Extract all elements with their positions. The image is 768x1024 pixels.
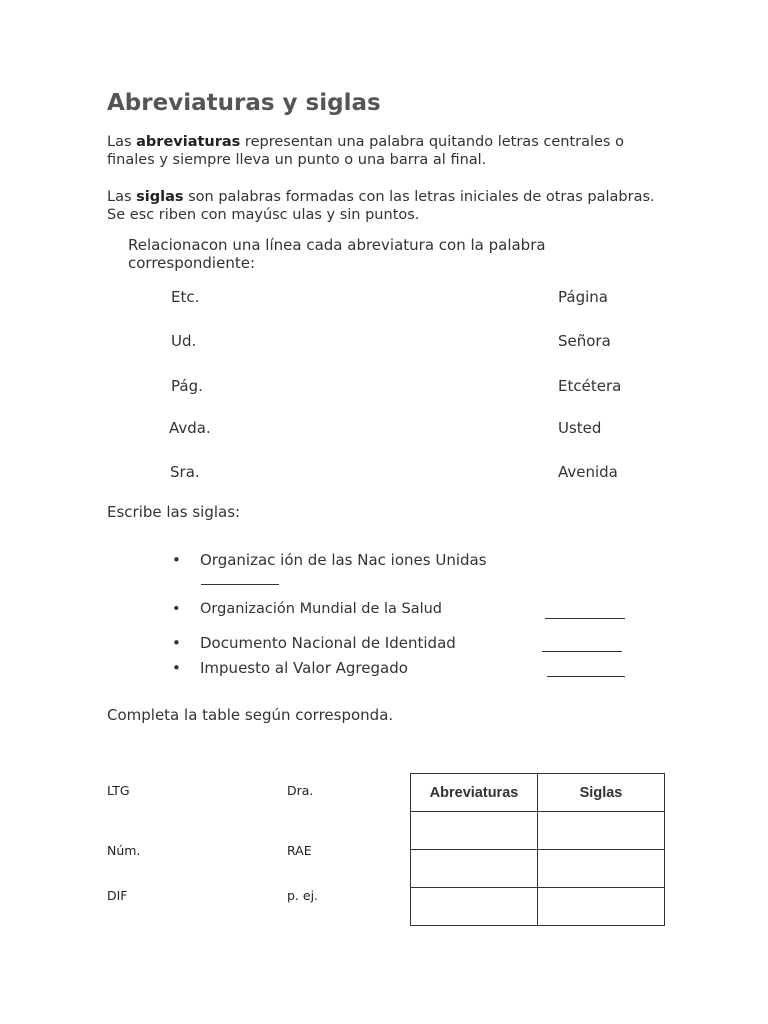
table-cell[interactable] [538,812,665,850]
abbreviation-definition: Las abreviaturas representan una palabra quitando letras centrales o finales y siempre lleva un punto o una barra al final. [107,134,624,168]
answer-blank[interactable] [542,651,622,652]
term-item: p. ej. [287,888,319,903]
match-right-item: Página [558,288,608,306]
classification-table [410,773,665,926]
table-cell[interactable] [411,850,538,888]
table-instruction: Completa la table según corresponda. [107,706,394,724]
match-right-item: Señora [558,332,611,350]
table-header-abreviaturas: Abreviaturas [411,774,538,812]
table-cell[interactable] [538,850,665,888]
term-item: DIF [107,888,128,903]
table-cell[interactable] [411,812,538,850]
match-left-item: Pág. [171,377,203,395]
table-cell[interactable] [538,888,665,926]
match-left-item: Ud. [171,332,197,350]
answer-blank[interactable] [547,676,625,677]
siglas-item: • Impuesto al Valor Agregado [172,659,408,677]
match-right-item: Etcétera [558,377,622,395]
siglas-heading: Escribe las siglas: [107,503,241,521]
term-item: Núm. [107,843,141,858]
match-right-item: Avenida [558,463,618,481]
match-left-item: Etc. [171,288,200,306]
answer-blank[interactable] [545,618,625,619]
siglas-definition: Las siglas son palabras formadas con las letras iniciales de otras palabras. Se esc riben con mayúsc ulas y sin puntos. [107,189,655,223]
page-title: Abreviaturas y siglas [107,90,381,116]
siglas-item: • Documento Nacional de Identidad [172,634,456,652]
table-cell[interactable] [411,888,538,926]
match-left-item: Sra. [170,463,200,481]
match-right-item: Usted [558,419,602,437]
answer-blank[interactable] [201,584,279,585]
siglas-item: • Organización Mundial de la Salud [172,601,443,617]
match-instruction: Relacionacon una línea cada abreviatura con la palabra correspondiente: [128,236,546,272]
match-left-item: Avda. [169,419,211,437]
term-item: RAE [287,843,312,858]
siglas-item: • Organizac ión de las Nac iones Unidas [172,551,487,569]
table-header-siglas: Siglas [538,774,665,812]
term-item: LTG [107,783,130,798]
term-item: Dra. [287,783,314,798]
